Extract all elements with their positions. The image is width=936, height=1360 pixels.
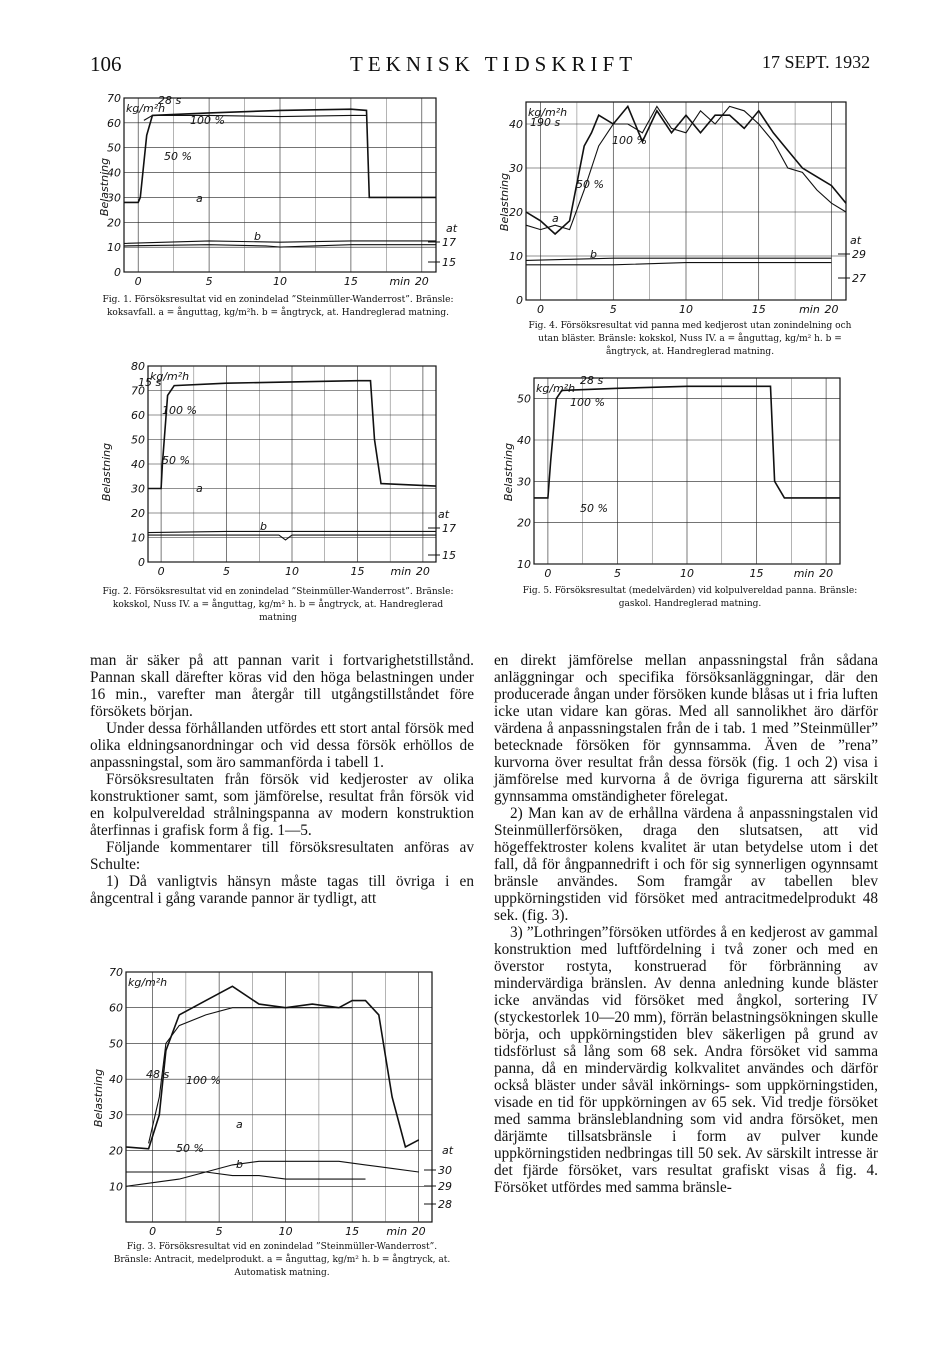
annotation: 50 % [176,1142,204,1155]
annotation: a [196,192,203,205]
y-tick-label: 40 [109,1073,123,1087]
y-tick-label: 0 [114,266,121,279]
y-tick-label: 70 [109,966,123,979]
y-tick-label: 60 [109,1001,123,1015]
y-tick-label: 50 [109,1037,123,1051]
series-line-b- [526,258,832,260]
y-axis-label: Belastning [502,442,515,502]
x-tick-label: 5 [215,1225,223,1238]
annotation: 100 % [190,114,225,127]
right-axis-label: at [442,1144,454,1157]
x-tick-label: 20 [414,275,429,288]
y-tick-label: 20 [109,1144,123,1158]
x-tick-label: 5 [609,303,617,316]
figure-1 [86,92,466,292]
figure-5-caption: Fig. 5. Försöksresultat (medelvärden) vid kolpulvereldad panna. Bränsle: gaskol. Handreglerad matning. [522,586,858,609]
figure-3 [86,968,470,1238]
series-line-b [126,1161,419,1186]
x-tick-label: 5 [613,567,621,580]
y-tick-label: 20 [107,216,121,230]
right-axis-tick-label: 29 [438,1180,452,1193]
y-unit-label: kg/m²h [528,106,568,119]
y-axis-label: Belastning [98,157,111,217]
annotation: b [236,1158,243,1171]
annotation: 50 % [576,178,604,191]
page-number: 106 [90,52,122,76]
x-tick-label: 10 [273,275,287,288]
chart-svg [86,352,466,582]
annotation: 50 % [162,454,190,467]
y-tick-label: 20 [517,516,531,530]
paragraph: 1) Då vanligtvis hänsyn måste tagas till övriga i en ångcentral i gång varande pannor är tydligt, att [90,873,474,907]
annotation: 48 s [146,1068,170,1081]
annotation: 50 % [164,150,192,163]
paragraph: Försöksresultaten från försök vid kedjeroster av olika konstruktioner samt, som jämförelse, resultat från försök vid en kolpulvereldad strålningspanna av modern konstruktion återfinnas i grafisk form å fig. 1—5. [90,771,474,839]
chart-svg [490,372,870,582]
x-tick-label: 10 [285,565,299,578]
figure-5 [490,372,870,582]
y-tick-label: 50 [517,392,531,406]
x-tick-label: 20 [824,303,839,316]
y-tick-label: 10 [517,558,531,571]
figure-4 [490,92,870,314]
annotation: 28 s [158,94,182,107]
chart-svg [490,92,870,314]
y-tick-label: 60 [107,116,121,130]
figure-2-caption: Fig. 2. Försöksresultat vid en zonindelad ”Steinmüller-Wanderrost”. Bränsle: kokskol, Nuss IV. a = ånguttag, kg/m² h. b = ångtryck, at. Handreglerad matning [102,587,454,623]
y-unit-label: kg/m²h [536,382,576,395]
y-tick-label: 0 [516,294,523,307]
y-tick-label: 30 [517,475,531,489]
figure-2 [86,352,466,582]
right-axis-tick-label: 15 [442,549,456,562]
annotation: a [236,1118,243,1131]
x-tick-label: 10 [679,303,693,316]
series-line-a- [149,1008,353,1144]
figure-1-caption: Fig. 1. Försöksresultat vid en zonindelad ”Steinmüller-Wanderrost”. Bränsle: koksavfall. a = ånguttag, kg/m²h. b = ångtryck, at. Handreglerad matning. [102,295,454,318]
y-tick-label: 70 [131,384,145,398]
annotation: 100 % [162,404,197,417]
x-tick-label: 15 [343,275,358,288]
x-tick-label: 15 [345,1225,360,1238]
y-tick-label: 0 [138,556,145,569]
left-text-column [90,652,474,907]
right-axis-tick-label: 17 [442,522,456,535]
y-tick-label: 20 [509,206,523,219]
y-tick-label: 50 [107,141,121,155]
x-tick-label: 5 [205,275,213,288]
annotation: a [196,482,203,495]
y-tick-label: 10 [107,241,121,255]
figure-4-caption: Fig. 4. Försöksresultat vid panna med kedjerost utan zonindelning och utan bläster. Bränsle: kokskol, Nuss IV. a = ånguttag, kg/m² h. b = ångtryck, at. Handreglerad matning. [528,321,852,357]
right-axis-label: at [438,508,450,521]
y-tick-label: 80 [131,360,145,373]
x-tick-label: 10 [680,567,694,580]
annotation: 100 % [570,396,605,409]
paragraph: 2) Man kan av de erhållna värdena å anpassningstalen vid Steinmüllerförsöken, draga den slutsatsen, att vid högeffektroster kolens kvalitet är utan betydelse utom i det fall, då för ångpannedrift i och för sig synnerligen ogynnsamt bränsle användes. Som framgår av tabellen blev uppkörningstiden vid försöket med antracitmedelprodukt 48 sek. (fig. 3). [494,805,878,924]
series-line-a-100- [144,115,367,120]
y-tick-label: 30 [509,162,523,175]
x-tick-label: 0 [544,567,552,580]
annotation: 100 % [186,1074,221,1087]
issue-date: 17 SEPT. 1932 [762,52,871,72]
x-unit-label: min [389,275,411,288]
journal-title: TEKNISK TIDSKRIFT [350,52,638,76]
paragraph: man är säker på att pannan varit i fortvarighetstillstånd. Pannan skall därefter köras vid den höga belastningen under 16 min., varefter man återgår till utgångstillståndet före försökets början. [90,652,474,720]
y-unit-label: kg/m²h [150,370,190,383]
y-tick-label: 40 [107,166,121,180]
figure-3-caption: Fig. 3. Försöksresultat vid en zonindelad ”Steinmüller-Wanderrost”. Bränsle: Antracit, medelprodukt. a = ånguttag, kg/m² h. b = ångtryck, at. Automatisk matning. [113,1242,451,1278]
right-axis-tick-label: 28 [438,1198,452,1211]
paragraph: en direkt jämförelse mellan anpassningstal från sådana anläggningar och specifika försöksanläggningar, där den producerade ångan under försöken kunde blåsas ut i fria luften icke utan vidare kan göras. Med all sannolikhet äro därför värdena å anpassningstalen från de i tab. 1 med ”Steinmüller” betecknade försöken för gynnsamma. Även de ”rena” kurvorna över resultat från dessa försök (fig. 1 och 2) visa i jämförelse med kurvorna å de övriga figurerna att särskilt gynnsamma omständigheter förelegat. [494,652,878,805]
x-tick-label: 15 [751,303,766,316]
chart-svg [86,92,466,292]
paragraph: Följande kommentarer till försöksresultaten anföras av Schulte: [90,839,474,873]
y-tick-label: 30 [107,191,121,205]
x-tick-label: 5 [223,565,231,578]
right-axis-label: at [446,222,458,235]
annotation: 190 s [530,116,561,129]
y-tick-label: 30 [131,482,145,496]
right-axis-tick-label: 27 [852,272,866,285]
x-unit-label: min [793,567,815,580]
y-tick-label: 60 [131,409,145,422]
y-tick-label: 40 [509,118,523,131]
y-tick-label: 40 [131,458,145,471]
plot-frame [126,972,432,1222]
y-tick-label: 10 [509,250,523,263]
right-axis-tick-label: 17 [442,236,456,249]
paragraph: 3) ”Lothringen”försöken utfördes å en kedjerost av gammal konstruktion med luftfördelning i två zoner och med en överstor rostyta, konstruerad för förbränning av mindervärdiga bränslen. Av denna anledning kunde bläster icke användas vid försöket med ångkol, sortering IV (styckestorlek 10—20 mm), förrän belastningsökningen skulle börja, och uppkörningstiden blev säkerligen på grund av tidsförlust så lång som 68 sek. Andra försöket vid samma panna, då en mindervärdig kolkvalitet användes och därför också bläster under såväl inkörnings- som uppkörningstiden, visade en tid för uppkörningen av 65 sek. Vid tredje försöket med samma bränsleblandning som vid andra försöket, men därjämte tillsatsbränsle i form av pulver kunde uppkörningstiden nedbringas till 50 sek. Av särskilt intresse är det fjärde försöket, vars resultat grafiskt visas å fig. 4. Försöket utfördes med samma bränsle- [494,924,878,1196]
annotation: b [254,230,261,243]
x-tick-label: 20 [415,565,430,578]
y-tick-label: 10 [131,531,145,545]
right-axis-tick-label: 29 [852,248,866,261]
x-tick-label: 15 [350,565,365,578]
x-tick-label: 20 [819,567,834,580]
y-unit-label: kg/m²h [126,102,166,115]
series-line-b [526,263,832,265]
y-axis-label: Belastning [100,442,113,502]
y-unit-label: kg/m²h [128,976,168,989]
chart-svg [86,968,470,1238]
x-tick-label: 15 [749,567,764,580]
annotation: a [552,212,559,225]
paragraph: Under dessa förhållanden utfördes ett stort antal försök med olika eldningsanordningar och vid dessa försök erhöllos de anpassningstal, som äro sammanförda i tabell 1. [90,720,474,771]
y-tick-label: 70 [107,92,121,105]
annotation: 50 % [580,502,608,515]
x-tick-label: 20 [411,1225,426,1238]
x-tick-label: 0 [157,565,165,578]
y-axis-label: Belastning [92,1068,105,1128]
x-tick-label: 10 [278,1225,293,1238]
right-axis-tick-label: 15 [442,256,456,269]
annotation: 15 s [138,376,162,389]
y-tick-label: 20 [131,507,145,520]
y-tick-label: 50 [131,433,145,447]
series-line-b- [126,1172,366,1179]
annotation: 28 s [580,374,604,387]
annotation: b [590,248,597,261]
annotation: 100 % [612,134,647,147]
y-tick-label: 10 [109,1180,123,1194]
x-tick-label: 0 [134,275,142,288]
y-tick-label: 30 [109,1108,123,1122]
y-axis-label: Belastning [498,172,511,232]
right-text-column [494,652,878,1196]
x-tick-label: 0 [537,303,545,316]
x-unit-label: min [799,303,820,316]
series-line-a [126,986,419,1149]
annotation: b [260,520,267,533]
x-tick-label: 0 [149,1225,157,1238]
right-axis-label: at [850,234,862,247]
x-unit-label: min [386,1225,408,1238]
right-axis-tick-label: 30 [438,1164,452,1177]
x-unit-label: min [390,565,412,578]
y-tick-label: 40 [517,434,531,447]
